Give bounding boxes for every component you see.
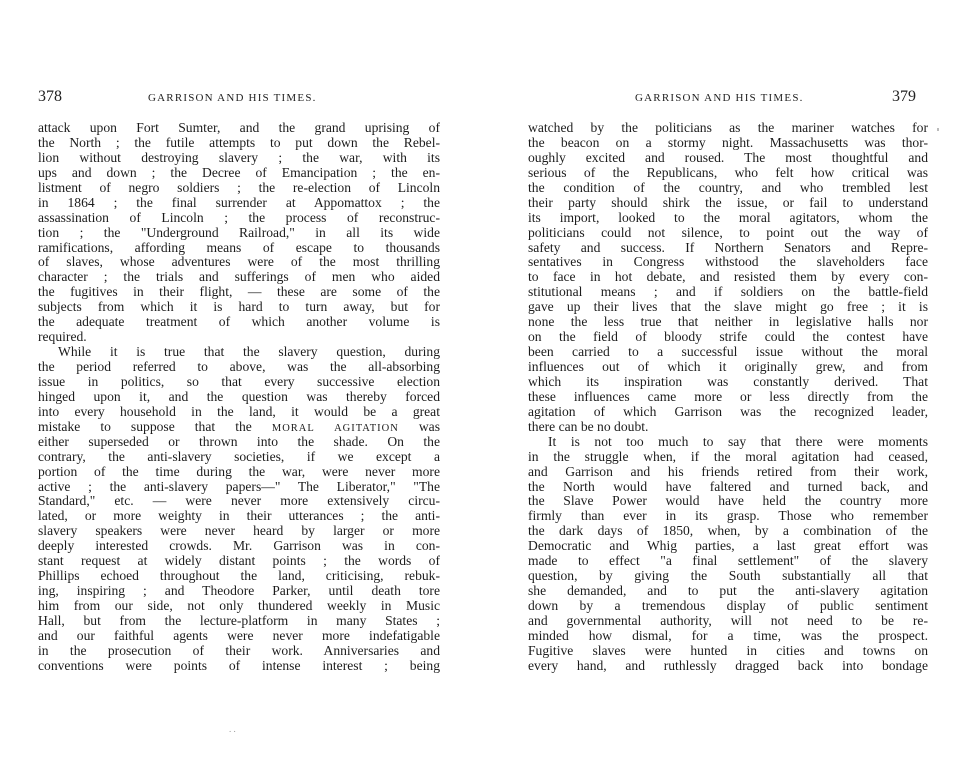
line-text: mistake to suppose that the: [38, 419, 252, 434]
text-line: [38, 569, 440, 584]
line-text: these influences came more or less directly from the: [528, 389, 928, 404]
text-line: [528, 270, 928, 285]
line-text: gave up their lives that the slave might go free ; it is: [528, 300, 928, 315]
line-text: and governmental authority, will not need to be re-: [528, 613, 928, 628]
text-line: [528, 644, 928, 659]
text-line: [528, 211, 928, 226]
line-text: Phillips echoed throughout the land, criticising, rebuk-: [38, 569, 440, 584]
line-text: the beacon on a stormy night. Massachusetts was thor-: [528, 135, 928, 150]
right-page: [490, 0, 980, 769]
text-line: [528, 330, 928, 345]
text-line: [528, 509, 928, 524]
line-text: Democratic and Whig parties, a last great effort was: [528, 539, 928, 554]
text-line: [528, 480, 928, 495]
line-text: the Slave Power would have held the country more: [528, 494, 928, 509]
line-text: ups and down ; the Decree of Emancipation ; the en-: [38, 165, 440, 180]
line-text: attack upon Fort Sumter, and the grand uprising of: [38, 121, 440, 135]
text-line: [38, 435, 440, 450]
text-line: [528, 584, 928, 599]
line-text: its import, looked to the moral agitators, whom the: [528, 210, 928, 225]
line-text: serious of the Republicans, who felt how critical was: [528, 165, 928, 180]
line-text: character ; the trials and sufferings of men who aided: [38, 270, 440, 285]
page-number: 378: [38, 88, 62, 105]
text-line: [38, 405, 440, 420]
text-line: [38, 554, 440, 569]
text-line: [38, 226, 440, 241]
line-text: influences out of which it originally grew, and from: [528, 360, 928, 374]
text-line: [38, 196, 440, 211]
text-line: [528, 465, 928, 480]
text-line: [38, 121, 440, 136]
text-line: [528, 136, 928, 151]
line-text: sentatives in Congress withstood the slaveholders face: [528, 255, 928, 270]
text-line: [38, 345, 440, 360]
line-text: made to effect "a final settlement" of the slavery: [528, 554, 928, 569]
text-line: [38, 270, 440, 285]
text-line: [528, 390, 928, 405]
line-text: hinged upon it, and the question was thereby forced: [38, 389, 440, 404]
small-caps-phrase: MORAL AGITATION: [271, 422, 399, 434]
line-text: been carried to a successful issue without the moral: [528, 345, 928, 360]
line-text: ing, inspiring ; and Theodore Parker, until death tore: [38, 584, 440, 599]
line-text: stitutional means ; and if soldiers on the battle-field: [528, 285, 928, 300]
line-text: and our faithful agents were never more indefatigable: [38, 628, 440, 643]
text-line: [38, 480, 440, 495]
line-text: the dark days of 1850, when, by a combination of the: [528, 524, 928, 539]
text-line: [38, 360, 440, 375]
line-text: into every household in the land, it would be a great: [38, 404, 440, 419]
text-line: [528, 629, 928, 644]
line-text: politicians could not silence, to point out the way of: [528, 225, 928, 240]
line-text: slavery speakers were never heard by larger or more: [38, 524, 440, 539]
line-text: minded how dismal, for a time, was the prospect.: [528, 628, 928, 643]
line-text: While it is true that the slavery question, during: [58, 345, 440, 360]
line-text: the adequate treatment of which another volume is: [38, 315, 440, 330]
text-line: [528, 360, 928, 375]
text-line: [38, 659, 440, 674]
line-text: listment of negro soldiers ; the re-election of Lincoln: [38, 180, 440, 195]
text-line: [38, 614, 440, 629]
line-text: the condition of the country, and who trembled lest: [528, 180, 928, 195]
text-line: [528, 524, 928, 539]
text-line: [528, 614, 928, 629]
text-line: [528, 300, 928, 315]
text-line: [38, 494, 440, 509]
line-text: of slaves, whose adventures were of the most thrilling: [38, 255, 440, 270]
text-line: [38, 390, 440, 405]
text-line: [528, 285, 928, 300]
text-line: [38, 465, 440, 480]
text-line: [528, 420, 928, 435]
text-line: [38, 315, 440, 330]
line-text: tion ; the "Underground Railroad," in all its wide: [38, 225, 440, 240]
line-text: deeply interested crowds. Mr. Garrison was in con-: [38, 539, 440, 554]
line-text: lated, or more weighty in their utterances ; the anti-: [38, 509, 440, 524]
text-line: [528, 569, 928, 584]
text-line: [38, 375, 440, 390]
text-line: [38, 599, 440, 614]
line-text: the North ; the futile attempts to put down the Rebel-: [38, 135, 440, 150]
line-text: none the less true that neither in legislative halls nor: [528, 315, 928, 330]
text-line: [528, 181, 928, 196]
text-line: [38, 300, 440, 315]
line-text: and Garrison and his friends retired from their work,: [528, 464, 928, 479]
line-text: issue in politics, so that every successive election: [38, 374, 440, 389]
line-text: stant request at widely distant points ; the words of: [38, 554, 440, 569]
text-line: [528, 539, 928, 554]
line-text: required.: [38, 330, 87, 345]
line-text: him from our side, not only thundered weekly in Music: [38, 599, 440, 613]
line-text: the period referred to above, was the all-absorbing: [38, 360, 440, 374]
line-text: which its inspiration was constantly derived. That: [528, 374, 928, 389]
text-line: [528, 405, 928, 420]
line-text: in the prosecution of their work. Anniversaries and: [38, 643, 440, 658]
text-line: [38, 420, 440, 435]
line-text: conventions were points of intense interest ; being: [38, 658, 440, 673]
line-text-after: was: [398, 419, 440, 434]
text-line: [528, 494, 928, 509]
line-text: Standard," etc. — were never more extensively circu-: [38, 494, 440, 509]
line-text: contrary, the anti-slavery societies, if we except a: [38, 449, 440, 464]
text-line: [528, 599, 928, 614]
text-line: [38, 584, 440, 599]
line-text: in the struggle when, if the moral agitation had ceased,: [528, 449, 928, 464]
text-line: [528, 241, 928, 256]
text-line: [38, 644, 440, 659]
line-text: assassination of Lincoln ; the process of reconstruc-: [38, 210, 440, 225]
line-text: lion without destroying slavery ; the war, with its: [38, 150, 440, 165]
line-text: every hand, and ruthlessly dragged back into bondage: [528, 658, 928, 673]
line-text: either superseded or thrown into the shade. On the: [38, 434, 440, 449]
line-text: oughly excited and roused. The most thoughtful and: [528, 150, 928, 165]
running-head: GARRISON AND HIS TIMES.: [635, 92, 804, 104]
line-text: safety and success. If Northern Senators and Repre-: [528, 240, 928, 255]
text-line: [528, 151, 928, 166]
line-text: It is not too much to say that there were moments: [548, 434, 928, 449]
line-text: portion of the time during the war, were never more: [38, 464, 440, 479]
line-text: Fugitive slaves were hunted in cities and towns on: [528, 643, 928, 658]
scan-mark: [937, 128, 939, 131]
line-text: subjects from which it is hard to turn away, but for: [38, 300, 440, 315]
text-line: [528, 196, 928, 211]
text-line: [38, 241, 440, 256]
line-text: watched by the politicians as the mariner watches for: [528, 121, 928, 135]
text-line: [528, 166, 928, 181]
text-line: [38, 509, 440, 524]
line-text: the North would have faltered and turned back, and: [528, 479, 928, 494]
text-line: [528, 375, 928, 390]
line-text: their party should shirk the issue, or fail to understand: [528, 195, 928, 210]
line-text: firmly than ever in its grasp. Those who remember: [528, 509, 928, 524]
line-text: question, by giving the South substantially all that: [528, 569, 928, 584]
text-line: [528, 450, 928, 465]
text-line: [528, 659, 928, 674]
body-text: [38, 121, 440, 674]
line-text: to face in hot debate, and resisted them by every con-: [528, 270, 928, 285]
line-text: the fugitives in their flight, — these are some of the: [38, 285, 440, 300]
line-text: she demanded, and to put the anti-slavery agitation: [528, 584, 928, 599]
running-head: GARRISON AND HIS TIMES.: [148, 92, 317, 104]
text-line: [528, 435, 928, 450]
text-line: [528, 121, 928, 136]
text-line: [528, 345, 928, 360]
page-number: 379: [892, 88, 916, 105]
text-line: [38, 450, 440, 465]
body-text: [528, 121, 928, 674]
text-line: [38, 539, 440, 554]
line-text: ramifications, affording means of escape to thousands: [38, 240, 440, 255]
text-line: [38, 330, 440, 345]
text-line: [38, 151, 440, 166]
scan-speck: . .: [229, 724, 236, 734]
text-line: [38, 211, 440, 226]
line-text: agitation of which Garrison was the recognized leader,: [528, 404, 928, 419]
line-text: Hall, but from the lecture-platform in many States ;: [38, 613, 440, 628]
line-text: down by a tremendous display of public sentiment: [528, 599, 928, 613]
text-line: [38, 166, 440, 181]
text-line: [38, 524, 440, 539]
text-line: [38, 181, 440, 196]
line-text: on the field of bloody strife could the contest have: [528, 330, 928, 345]
text-line: [528, 226, 928, 241]
line-text: active ; the anti-slavery papers—" The Liberator," "The: [38, 479, 440, 494]
text-line: [38, 136, 440, 151]
text-line: [38, 255, 440, 270]
text-line: [528, 315, 928, 330]
line-text: in 1864 ; the final surrender at Appomattox ; the: [38, 195, 440, 210]
line-text: there can be no doubt.: [528, 419, 649, 434]
text-line: [528, 554, 928, 569]
text-line: [38, 285, 440, 300]
text-line: [528, 255, 928, 270]
text-line: [38, 629, 440, 644]
